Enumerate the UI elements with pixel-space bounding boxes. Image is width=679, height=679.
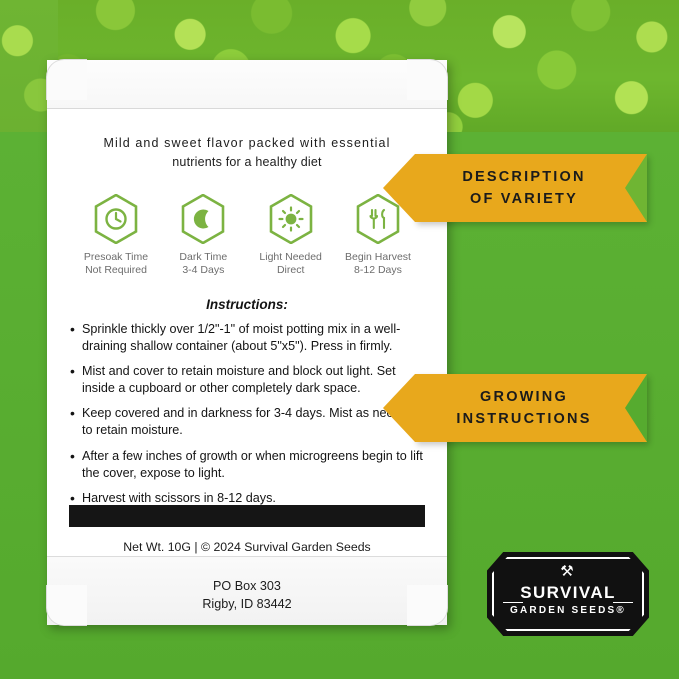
list-item: • Mist and cover to retain moisture and block out light. Set inside a cupboard or other completely dark space. <box>69 363 425 397</box>
instructions-title: Instructions: <box>206 296 288 312</box>
info-label-dark-time <box>162 251 244 277</box>
growing-info-icon-row <box>69 194 425 277</box>
packet-corner-bottom-left <box>46 585 87 626</box>
info-label-presoak-time-line1: Presoak Time <box>83 250 149 263</box>
info-label-presoak-time <box>75 251 157 277</box>
callout-growing-instructions <box>415 374 647 442</box>
callout-1-line-2: OF VARIETY <box>470 191 578 207</box>
variety-description-line-1: Mild and sweet flavor packed with essential <box>103 136 391 150</box>
list-item: • Keep covered and in darkness for 3-4 days. Mist as needed to retain moisture. <box>69 405 425 439</box>
info-cell-dark-time <box>162 194 244 277</box>
packet-corner-bottom-right <box>407 585 448 626</box>
info-label-light-needed-line1: Light Needed <box>259 250 322 263</box>
variety-description-line-2: nutrients for a healthy diet <box>172 154 322 169</box>
survival-garden-seeds-logo <box>487 552 649 636</box>
net-weight-copyright: Net Wt. 10G | © 2024 Survival Garden Seeds <box>123 540 371 554</box>
packet-corner-top-left <box>46 59 87 100</box>
address-line-1: PO Box 303 <box>213 579 281 593</box>
list-item: • After a few inches of growth or when microgreens begin to lift the cover, expose to light. <box>69 448 425 482</box>
info-label-presoak-time-line2: Not Required <box>85 263 147 276</box>
callout-description-of-variety <box>415 154 647 222</box>
seed-packet <box>47 60 447 625</box>
mailing-address <box>47 577 447 614</box>
info-label-light-needed-line2: Direct <box>276 263 305 276</box>
fork-and-spade-icon: ⚒ <box>560 563 576 580</box>
clock-icon <box>94 194 138 244</box>
info-label-light-needed <box>250 251 332 277</box>
callout-1-line-1: DESCRIPTION <box>462 168 586 185</box>
packet-bottom-flap <box>47 556 447 625</box>
instructions-list <box>69 321 425 507</box>
callout-2-line-1: GROWING <box>480 388 568 405</box>
sun-icon <box>269 194 313 244</box>
info-cell-presoak-time <box>75 194 157 277</box>
black-bar <box>69 505 425 527</box>
info-cell-light-needed <box>250 194 332 277</box>
variety-description <box>69 134 425 172</box>
info-label-begin-harvest-line1: Begin Harvest <box>345 250 411 263</box>
list-item: • Harvest with scissors in 8-12 days. <box>69 490 425 507</box>
list-item: • Sprinkle thickly over 1/2"-1" of moist potting mix in a well-draining shallow container (about 5"x5"). Press in firmly. <box>69 321 425 355</box>
packet-top-flap <box>47 60 447 109</box>
logo-sub-text: GARDEN SEEDS® <box>510 605 626 616</box>
info-label-begin-harvest-line2: 8-12 Days <box>354 263 402 276</box>
logo-main-text: SURVIVAL <box>520 583 616 602</box>
moon-icon <box>181 194 225 244</box>
address-line-2: Rigby, ID 83442 <box>202 597 292 612</box>
packet-corner-top-right <box>407 59 448 100</box>
info-label-dark-time-line2: 3-4 Days <box>182 263 225 276</box>
info-label-begin-harvest <box>337 251 419 277</box>
info-label-dark-time-line1: Dark Time <box>179 250 228 263</box>
callout-2-line-2: INSTRUCTIONS <box>456 411 592 427</box>
